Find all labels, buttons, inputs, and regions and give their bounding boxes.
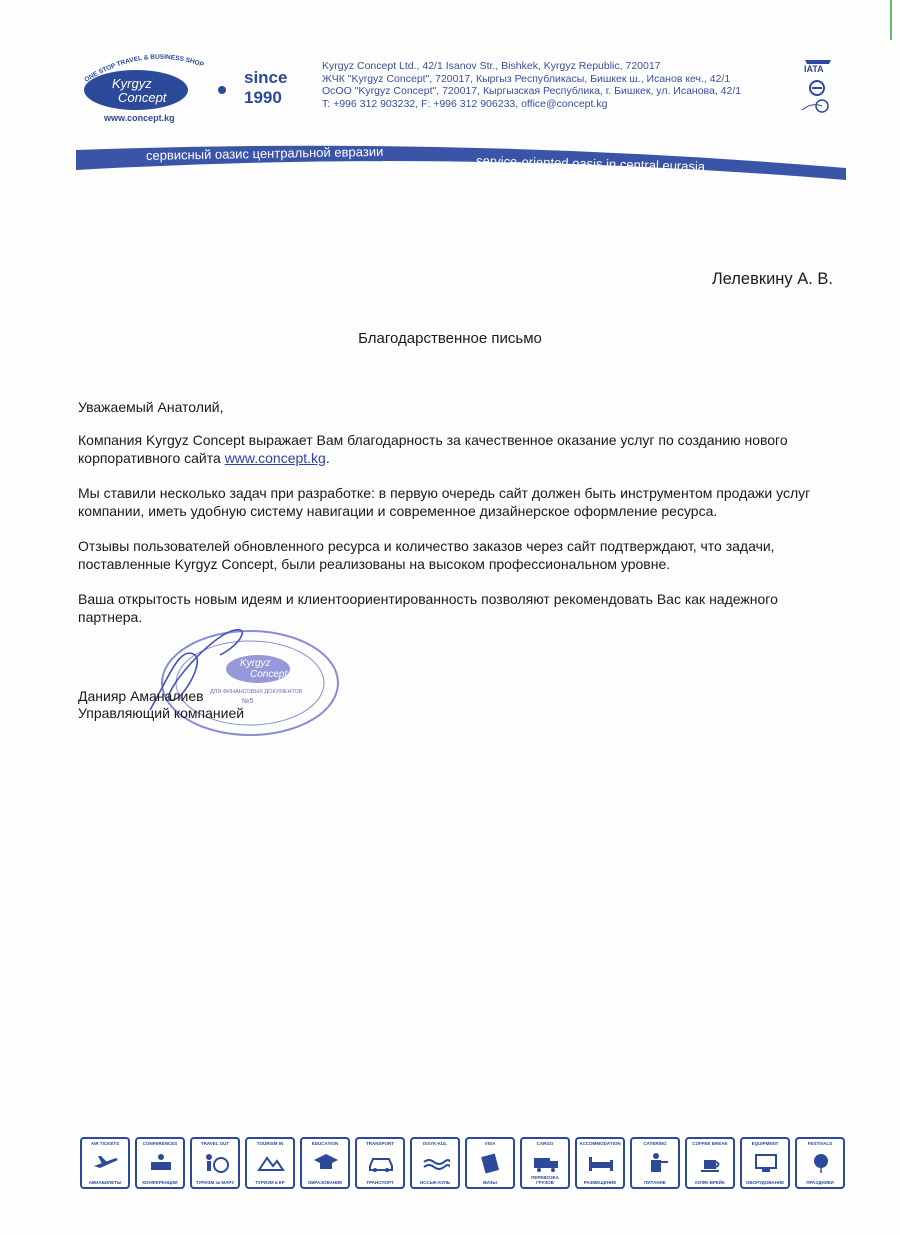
- stamp-logo-line1: Kyrgyz: [240, 658, 271, 669]
- bullet-dot: [218, 86, 226, 94]
- iata-logo: [800, 58, 836, 118]
- logo-line1: Kyrgyz: [112, 76, 152, 91]
- service-transport[interactable]: [355, 1137, 405, 1189]
- service-equipment[interactable]: [740, 1137, 790, 1189]
- lake-icon: [422, 1152, 450, 1174]
- service-label-en: ACCOMMODATION: [579, 1141, 621, 1146]
- travel-out-icon: [202, 1152, 230, 1174]
- coffee-icon: [697, 1152, 725, 1174]
- graduation-cap-icon: [312, 1152, 340, 1174]
- slogan-banner: [76, 140, 846, 190]
- service-label-ru: ОБОРУДОВАНИЕ: [745, 1180, 785, 1185]
- service-label-en: TRAVEL OUT: [200, 1141, 230, 1146]
- signer-role: Управляющий компанией: [78, 705, 245, 721]
- service-conferences[interactable]: [135, 1137, 185, 1189]
- paragraph-1-text: Компания Kyrgyz Concept выражает Вам благодарность за качественное оказание услуг по созданию нового корпоративного сайта: [78, 431, 788, 466]
- stamp-logo-line2: Concept: [250, 669, 288, 680]
- service-label-ru: АВИАБИЛЕТЫ: [88, 1180, 122, 1185]
- service-issyk-kul[interactable]: [410, 1137, 460, 1189]
- service-label-en: COFFEE BREAK: [692, 1141, 728, 1146]
- balloon-icon: [807, 1152, 835, 1174]
- slogan-ru: сервисный оазис центральной евразии: [145, 143, 384, 163]
- website-link[interactable]: www.concept.kg: [224, 450, 326, 466]
- paragraph-3: Отзывы пользователей обновленного ресурса и количество заказов через сайт подтверждают, что задачи, поставленные Kyrgyz Concept, были реализованы на высоком профессиональном уровне.: [78, 537, 775, 572]
- service-label-ru: РАЗМЕЩЕНИЕ: [583, 1180, 617, 1185]
- paragraph-1-end: .: [325, 450, 330, 466]
- stamp-number: №5: [242, 698, 254, 705]
- service-label-en: TOURISM IN: [256, 1141, 284, 1146]
- waiter-icon: [642, 1152, 670, 1174]
- bed-icon: [587, 1152, 615, 1174]
- service-accommodation[interactable]: [575, 1137, 625, 1189]
- greeting: Уважаемый Анатолий,: [78, 399, 224, 415]
- tourism-in-icon: [257, 1152, 285, 1174]
- company-logo[interactable]: [76, 50, 236, 125]
- monitor-icon: [752, 1152, 780, 1174]
- service-cargo[interactable]: [520, 1137, 570, 1189]
- service-air-tickets[interactable]: [80, 1137, 130, 1189]
- service-label-en: EQUIPMENT: [751, 1141, 779, 1146]
- service-visa[interactable]: [465, 1137, 515, 1189]
- paragraph-2: Мы ставили несколько задач при разработке: в первую очередь сайт должен быть инструментом продажи услуг компании, иметь удобную систему навигации и современное дизайнерское оформление ресурса.: [78, 484, 811, 519]
- visa-icon: [477, 1152, 505, 1174]
- service-education[interactable]: [300, 1137, 350, 1189]
- logo-line2: Concept: [118, 90, 167, 105]
- conference-icon: [147, 1152, 175, 1174]
- address-line-en: Kyrgyz Concept Ltd., 42/1 Isanov Str., Bishkek, Kyrgyz Republic, 720017: [322, 60, 661, 72]
- service-label-ru: ПРАЗДНИКИ: [806, 1180, 834, 1185]
- iata-label: IATA: [804, 64, 824, 74]
- stamp-inner-text: ДЛЯ ФИНАНСОВЫХ ДОКУМЕНТОВ: [210, 689, 303, 695]
- service-label-ru: ИССЫК-КУЛЬ: [419, 1180, 451, 1185]
- addressee: Лелевкину А. В.: [711, 270, 833, 288]
- service-label-ru: ПИТАНИЕ: [644, 1180, 666, 1185]
- company-stamp: [140, 615, 340, 745]
- service-label-ru: ВИЗЫ: [483, 1180, 497, 1185]
- service-tourism-in[interactable]: [245, 1137, 295, 1189]
- signature-block: [78, 688, 244, 722]
- service-label-en: CARGO: [536, 1141, 554, 1146]
- service-label-ru: ПЕРЕВОЗКА ГРУЗОВ: [531, 1175, 559, 1185]
- service-label-en: VISA: [484, 1141, 496, 1146]
- service-travel-out[interactable]: [190, 1137, 240, 1189]
- service-label-en: AIR TICKETS: [90, 1141, 120, 1146]
- contact-line: T: +996 312 903232, F: +996 312 906233, office@concept.kg: [322, 97, 608, 110]
- service-label-ru: КОФЕ-БРЕЙК: [695, 1180, 725, 1185]
- paragraph-4: Ваша открытость новым идеям и клиентоориентированность позволяют рекомендовать Вас как надежного партнера.: [78, 590, 778, 625]
- service-label-ru: КОНФЕРЕНЦИИ: [142, 1180, 178, 1185]
- letter-body: [78, 398, 838, 643]
- letter-title: Благодарственное письмо: [358, 330, 542, 347]
- service-label-ru: ОБРАЗОВАНИЕ: [307, 1180, 343, 1185]
- plane-icon: [92, 1152, 120, 1174]
- service-label-en: EDUCATION: [311, 1141, 339, 1146]
- company-address: [322, 60, 782, 110]
- address-line-ky: ЖЧК "Kyrgyz Concept", 720017, Кыргыз Республикасы, Бишкек ш., Исанов кеч., 42/1: [322, 72, 731, 85]
- service-label-en: CATERING: [643, 1141, 667, 1146]
- service-festivals[interactable]: [795, 1137, 845, 1189]
- service-label-en: FESTIVALS: [807, 1141, 833, 1146]
- service-label-en: ISSYK-KUL: [422, 1141, 448, 1146]
- paragraph-1: [78, 431, 838, 468]
- services-strip: [80, 1137, 840, 1193]
- address-line-ru: ОсОО "Kyrgyz Concept", 720017, Кыргызская Республика, г. Бишкек, ул. Исанова, 42/1: [322, 85, 742, 97]
- service-label-ru: ТУРИЗМ в КР: [255, 1180, 285, 1185]
- slogan-en: service-oriented oasis in central eurasia: [475, 153, 706, 174]
- truck-icon: [532, 1152, 560, 1174]
- since-year: 1990: [244, 88, 282, 107]
- service-label-ru: ТРАНСПОРТ: [366, 1180, 394, 1185]
- car-icon: [367, 1152, 395, 1174]
- logo-url[interactable]: www.concept.kg: [104, 113, 175, 123]
- service-catering[interactable]: [630, 1137, 680, 1189]
- service-coffee-break[interactable]: [685, 1137, 735, 1189]
- service-label-ru: ТУРИЗМ за МАРУ: [195, 1180, 235, 1185]
- signer-name: Данияр Аманалиев: [78, 688, 204, 704]
- scan-edge-mark: [890, 0, 892, 40]
- service-label-en: CONFERENCES: [142, 1141, 178, 1146]
- since-word: since: [244, 68, 288, 87]
- service-label-en: TRANSPORT: [366, 1141, 394, 1146]
- logo-tagline: ONE STOP TRAVEL & BUSINESS SHOP: [83, 53, 205, 84]
